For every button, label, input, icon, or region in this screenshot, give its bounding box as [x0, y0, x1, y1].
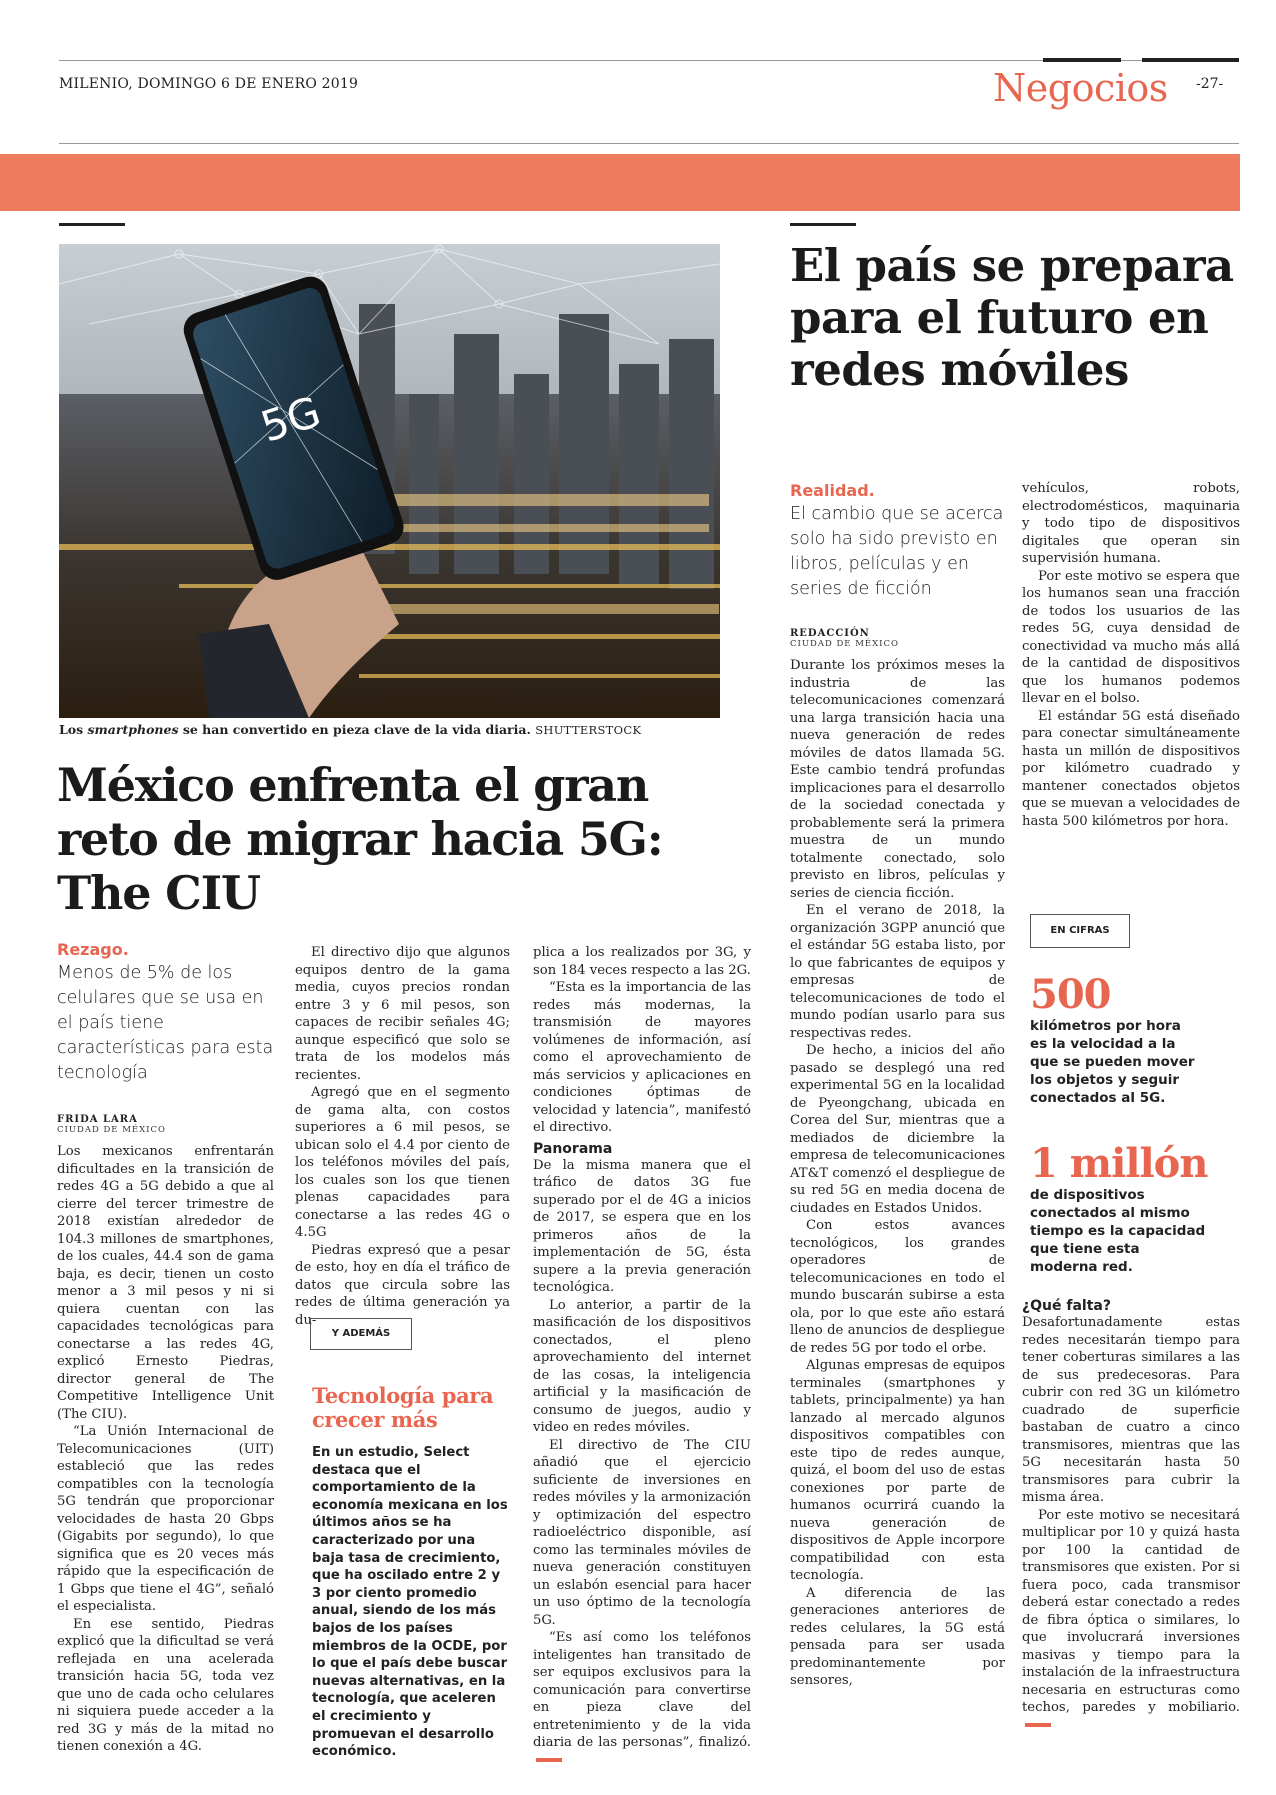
deck: El cambio que se acerca solo ha sido previsto en libros, películas y en series de ficción [790, 504, 1004, 599]
city-phone-illustration [59, 244, 720, 718]
paragraph: El estándar 5G está diseñado para conectar simultáneamente hasta un millón de dispositivos por kilómetro cuadrado y mantener conectados objetos que se muevan a velocidades de hasta 500 kilómetros por hora. [1022, 708, 1240, 829]
paragraph: Por este motivo se espera que los humanos sean una fracción de todos los usuarios de las redes 5G, cuya densidad de conectividad va mucho más allá de la cantidad de dispositivos que los humanos podemos llevar en el bolso. [1022, 568, 1240, 706]
paragraph: Durante los próximos meses la industria de las telecomunicaciones comenzará una larga transición hacia una nueva generación de redes móviles de datos llamada 5G. Este cambio tendrá profundas implicaciones para el desarrollo de la sociedad conectada y probablemente será la primera muestra de un mundo totalmente conectado, solo previsto en libros, películas y series de ciencia ficción. [790, 658, 1005, 901]
paragraph: Piedras expresó que a pesar de esto, hoy en día el tráfico de datos que circula sobre las redes de última generación ya du- [295, 1242, 510, 1328]
paragraph: Desafortunadamente estas redes necesitarán tiempo para tener coberturas similares a las de sus predecesoras. Para cubrir con red 3G un kilómetro cuadrado de superficie bastaban de cuatro a cinco transmisores, mientras que las 5G necesitarán hasta 50 transmisores para cubrir la misma área. [1022, 1315, 1240, 1505]
byline-location: CIUDAD DE MÉXICO [790, 639, 900, 649]
paragraph: De la misma manera que el tráfico de datos 3G fue superado por el de 4G a inicios de 2017, se espera que en los primeros años de la implementación de 5G, ésta supere a la previa generación tecnológica. [533, 1157, 751, 1295]
divider [790, 223, 856, 226]
masthead: MILENIO, DOMINGO 6 DE ENERO 2019 [59, 76, 359, 92]
paragraph: Los mexicanos enfrentarán dificultades en la transición de redes 4G a 5G debido a que al cierre del tercer trimestre de 2018 existían alrededor de 104.3 millones de smartphones, de los cuales, 44.4 son de gama baja, es decir, tienen un costo menor a 3 mil pesos y ni si quiera cuentan con las capacidades tecnológicas para conectarse a las redes 4G, explicó Ernesto Piedras, director general de The Competitive Intelligence Unit (The CIU). [57, 1144, 274, 1422]
paragraph: En ese sentido, Piedras explicó que la dificultad se verá reflejada en una acelerada transición hacia 5G, toda vez que uno de cada ocho celulares ni siquiera puede acceder a la red 3G y más de la mitad no tienen conexión a 4G. [57, 1616, 274, 1754]
kicker: Realidad. [790, 481, 875, 500]
deck: Menos de 5% de los celulares que se usa en el país tiene características para esta tecnología [57, 963, 274, 1083]
figure-description: de dispositivos conectados al mismo tiempo es la capacidad que tiene esta moderna red. [1030, 1187, 1206, 1275]
caption-text: Los [59, 722, 88, 737]
photo-caption [59, 722, 641, 737]
article1-column-2 [295, 944, 510, 1329]
byline: REDACCIÓN [790, 628, 870, 639]
paragraph: “La Unión Internacional de Telecomunicaciones (UIT) estableció que las redes compatibles con la tecnología 5G tendrán que proporcionar velocidades de hasta 20 Gbps (Gigabits por segundo), lo que significa que es 20 veces más rápido que la especificación de 1 Gbps que tiene el 4G”, señaló el especialista. [57, 1424, 274, 1614]
page-number: -27- [1196, 76, 1224, 92]
paragraph: Lo anterior, a partir de la masificación de los dispositivos conectados, el pleno aprovechamiento del internet de las cosas, la inteligencia artificial y la masificación de consumo de juegos, audio y video en redes móviles. [533, 1297, 751, 1435]
article1-column-1 [57, 940, 274, 1756]
figures-tag: EN CIFRAS [1030, 914, 1130, 948]
subheading: Panorama [533, 1140, 613, 1157]
paragraph: “Esta es la importancia de las redes más modernas, la transmisión de mayores volúmenes de información, así como el aprovechamiento de más servicios y aplicaciones en condiciones óptimas de velocidad y latencia”, manifestó el directivo. [533, 980, 751, 1135]
second-headline: El país se prepara para el futuro en redes móviles [790, 239, 1234, 396]
divider [59, 223, 125, 226]
article1-column-3 [533, 944, 751, 1769]
end-mark [536, 1758, 562, 1762]
photo-credit: SHUTTERSTOCK [535, 723, 642, 737]
paragraph: El directivo de The CIU añadió que el ejercicio suficiente de inversiones en redes móviles y la armonización y optimización del espectro radioeléctrico disponible, así como las terminales móviles de nueva generación constituyen un eslabón esencial para hacer un uso óptimo de la tecnología 5G. [533, 1437, 751, 1628]
figure-description: kilómetros por hora es la velocidad a la que se pueden mover los objetos y seguir conectados al 5G. [1030, 1018, 1195, 1106]
byline-location: CIUDAD DE MÉXICO [57, 1125, 167, 1135]
header-accent-bar [1043, 58, 1121, 62]
paragraph: El directivo dijo que algunos equipos dentro de la gama media, cuyos precios rondan entre 3 y 6 mil pesos, son capaces de recibir señales 4G; aunque especificó que solo se trata de los modelos más recientes. [295, 945, 510, 1083]
header-rule [59, 143, 1239, 144]
paragraph [533, 1629, 751, 1769]
subheading: ¿Qué falta? [1022, 1298, 1111, 1314]
caption-emphasis: smartphones [87, 722, 179, 737]
paragraph-text: “Es así como los teléfonos inteligentes han transitado de ser equipos exclusivos para la comunicación para convertirse en pieza clave del entretenimiento y de la vida diaria de las personas”, finalizó. [533, 1630, 751, 1750]
article2-column-2 [1022, 480, 1240, 830]
paragraph-text: Por este motivo se necesitará multiplicar por 10 y quizá hasta por 100 la cantidad de transmisores que existen. Por si fuera poco, cada transmisor deberá estar conectado a redes de fibra óptica o similares, lo que involucrará inversiones masivas y tiempo para la instalación de la infraestructura necesaria en estructuras como techos, paredes y mobiliario. [1022, 1507, 1240, 1715]
figure-number: 500 [1030, 971, 1111, 1018]
article2-column-2b [1022, 1294, 1240, 1734]
sidebar-tag: Y ADEMÁS [310, 1318, 412, 1350]
section-title: Negocios [993, 66, 1168, 110]
paragraph: Con estos avances tecnológicos, los grandes operadores de telecomunicaciones en todo el mundo buscarán subirse a esta ola, por lo que este año estará lleno de anuncios de despliegue de redes 5G por todo el orbe. [790, 1218, 1005, 1356]
sidebar-title: Tecnología para crecer más [312, 1383, 494, 1432]
paragraph: vehículos, robots, electrodomésticos, maquinaria y todo tipo de dispositivos digitales que operan sin supervisión humana. [1022, 481, 1240, 566]
caption-text: se han convertido en pieza clave de la vida diaria. [178, 722, 536, 737]
article2-column-1 [790, 481, 1005, 1690]
paragraph: De hecho, a inicios del año pasado se desplegó una red experimental 5G en la localidad de Pyeongchang, ubicada en Corea del Sur, mientras que a mediados de diciembre la empresa de telecomunicaciones AT&T comenzó el despliegue de su red 5G en media docena de ciudades en Estados Unidos. [790, 1043, 1005, 1216]
main-headline: México enfrenta el gran reto de migrar hacia 5G: The CIU [57, 758, 663, 920]
paragraph: Agregó que en el segmento de gama alta, con costos superiores a 6 mil pesos, se ubican solo el 4.4 por ciento de los teléfonos móviles del país, los cuales son los que tienen plenas capacidades para conectarse a las redes 4G o 4.5G [295, 1085, 510, 1240]
paragraph: En el verano de 2018, la organización 3GPP anunció que el estándar 5G estaba listo, por lo que fabricantes de equipos y empresas de telecomunicaciones de todo el mundo podían usarlo para sus respectivas redes. [790, 903, 1005, 1041]
article-photo [59, 244, 720, 718]
color-band [0, 154, 1240, 211]
end-mark [1025, 1723, 1051, 1727]
paragraph: plica a los realizados por 3G, y son 184 veces respecto a las 2G. [533, 945, 751, 978]
kicker: Rezago. [57, 940, 129, 959]
paragraph: A diferencia de las generaciones anteriores de redes celulares, la 5G está pensada para ser usada predominantemente por sensores, [790, 1585, 1005, 1688]
byline: FRIDA LARA [57, 1114, 138, 1125]
paragraph: Algunas empresas de equipos terminales (smartphones y tablets, principalmente) ya han lanzado al mercado algunos dispositivos compatibles con este tipo de redes aunque, quizá, el boom del uso de estas conexiones por parte de humanos ocurrirá cuando la nueva generación de dispositivos de Apple incorpore compatibilidad con esta tecnología. [790, 1358, 1005, 1583]
figure-number: 1 millón [1030, 1140, 1208, 1187]
header-accent-bar [1142, 58, 1239, 62]
paragraph [1022, 1507, 1240, 1735]
phone-5g-label: 5G [254, 386, 327, 452]
sidebar-body: En un estudio, Select destaca que el comportamiento de la economía mexicana en los últimos años se ha caracterizado por una baja tasa de crecimiento, que ha oscilado entre 2 y 3 por ciento promedio anual, siendo de los más bajos de los países miembros de la OCDE, por lo que el país debe buscar nuevas alternativas, en la tecnología, que aceleren el crecimiento y promuevan el desarrollo económico. [312, 1445, 508, 1760]
